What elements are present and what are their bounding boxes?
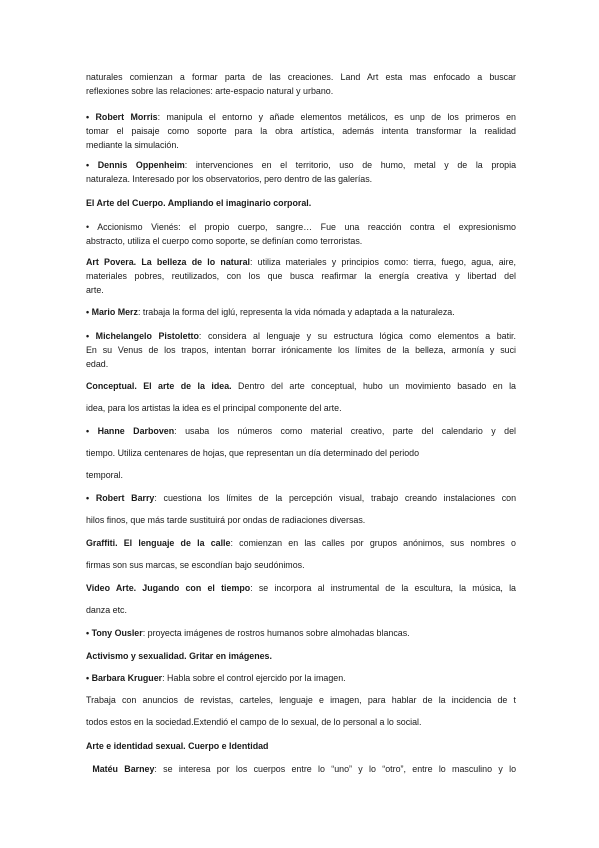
artist-name: • Robert Barry <box>86 493 155 503</box>
text-fragment: : Habla sobre el control ejercido por la imagen. <box>162 673 346 683</box>
text-line: Trabaja con anuncios de revistas, carteles, lenguaje e imagen, para hablar de la incidencia de t <box>86 695 516 705</box>
text-line: mediante la simulación. <box>86 140 179 150</box>
paragraph-robert-morris <box>86 110 516 152</box>
section-heading-arte-del-cuerpo <box>86 196 516 210</box>
paragraph-mario-merz <box>86 305 516 319</box>
text-line: naturales comienzan a formar parta de las creaciones. Land Art esta mas enfocado a buscar <box>86 72 516 82</box>
paragraph-video-arte <box>86 581 516 617</box>
text-line: hilos finos, que más tarde sustituirá por ondas de radiaciones diversas. <box>86 515 366 525</box>
text-fragment: : utiliza materiales y principios como: tierra, fuego, agua, aire, <box>250 257 516 267</box>
text-line <box>86 305 516 319</box>
paragraph-graffiti <box>86 536 516 572</box>
artist-name: Matéu Barney <box>86 764 155 774</box>
section-heading-arte-identidad <box>86 739 516 753</box>
paragraph-mateu-barney <box>86 762 516 776</box>
artist-name: • Michelangelo Pistoletto <box>86 331 199 341</box>
text-fragment: : cuestiona los límites de la percepción visual, trabajo creando instalaciones con <box>154 493 517 503</box>
paragraph-art-povera <box>86 255 516 297</box>
text-line: todos estos en la sociedad.Extendió el campo de lo sexual, de lo personal a lo social. <box>86 717 422 727</box>
text-fragment: : considera al lenguaje y su estructura lógica como elementos a batir. <box>198 331 516 341</box>
text-line: firmas son sus marcas, se escondían bajo seudónimos. <box>86 560 305 570</box>
paragraph-hanne-darboven <box>86 424 516 482</box>
text-line <box>86 626 516 640</box>
text-line <box>86 581 516 595</box>
text-fragment: : proyecta imágenes de rostros humanos sobre almohadas blancas. <box>142 628 410 638</box>
text-line <box>86 255 516 269</box>
section-heading: Activismo y sexualidad. Gritar en imágenes. <box>86 651 272 661</box>
section-heading: El Arte del Cuerpo. Ampliando el imaginario corporal. <box>86 198 312 208</box>
text-line: En su Venus de los trapos, intentan borrar irónicamente los límites de la belleza, armonía y suci <box>86 345 516 355</box>
paragraph-tony-ousler <box>86 626 516 640</box>
text-line: naturaleza. Interesado por los observatorios, pero dentro de las galerías. <box>86 174 373 184</box>
text-line: tomar el paisaje como soporte para la obra artística, además intenta transformar la realidad <box>86 126 516 136</box>
text-line: idea, para los artistas la idea es el principal componente del arte. <box>86 403 342 413</box>
paragraph-land-art <box>86 70 516 98</box>
text-line <box>86 536 516 550</box>
text-line <box>86 158 516 172</box>
text-line <box>86 329 516 343</box>
text-line: temporal. <box>86 470 123 480</box>
section-name: Art Povera. La belleza de lo natural <box>86 257 250 267</box>
section-name: Conceptual. El arte de la idea. <box>86 381 232 391</box>
text-fragment: : comienzan en las calles por grupos anónimos, sus nombres o <box>230 538 516 548</box>
text-line <box>86 379 516 393</box>
artist-name: • Hanne Darboven <box>86 426 175 436</box>
text-line: abstracto, utiliza el cuerpo como soporte, se definían como terroristas. <box>86 236 363 246</box>
text-line: materiales pobres, reutilizados, con los que busca reafirmar la energía creativa y libertad del <box>86 271 516 281</box>
paragraph-conceptual <box>86 379 516 415</box>
text-fragment: : usaba los números como material creativo, parte del calendario y del <box>174 426 516 436</box>
text-fragment: : se incorpora al instrumental de la escultura, la música, la <box>250 583 516 593</box>
text-line <box>86 110 516 124</box>
text-line <box>86 491 516 505</box>
section-heading: Arte e identidad sexual. Cuerpo e Identidad <box>86 741 269 751</box>
artist-name: • Tony Ousler <box>86 628 143 638</box>
paragraph-dennis-oppenheim <box>86 158 516 186</box>
artist-name: • Robert Morris <box>86 112 158 122</box>
section-heading-activismo <box>86 649 516 663</box>
text-line: reflexiones sobre las relaciones: arte-espacio natural y urbano. <box>86 86 334 96</box>
text-line <box>86 762 516 776</box>
paragraph-michelangelo-pistoletto <box>86 329 516 371</box>
paragraph-trabaja-anuncios <box>86 693 516 729</box>
text-fragment: : se interesa por los cuerpos entre lo “uno” y lo “otro”, entre lo masculino y lo <box>154 764 517 774</box>
text-fragment: Dentro del arte conceptual, hubo un movimiento basado en la <box>231 381 516 391</box>
text-fragment: : manipula el entorno y añade elementos metálicos, es unp de los primeros en <box>157 112 516 122</box>
text-line: arte. <box>86 285 104 295</box>
section-name: Video Arte. Jugando con el tiempo <box>86 583 251 593</box>
text-line: tiempo. Utiliza centenares de hojas, que representan un día determinado del periodo <box>86 448 420 458</box>
artist-name: • Dennis Oppenheim <box>86 160 185 170</box>
text-line: • Accionismo Vienés: el propio cuerpo, sangre… Fue una reacción contra el expresionismo <box>86 222 516 232</box>
text-line: edad. <box>86 359 109 369</box>
artist-name: • Barbara Kruguer <box>86 673 163 683</box>
paragraph-barbara-kruguer <box>86 671 516 685</box>
section-name: Graffiti. El lenguaje de la calle <box>86 538 231 548</box>
artist-name: • Mario Merz <box>86 307 138 317</box>
text-line <box>86 671 516 685</box>
text-line: danza etc. <box>86 605 127 615</box>
text-fragment: : intervenciones en el territorio, uso de humo, metal y de la propia <box>184 160 517 170</box>
text-fragment: : trabaja la forma del iglú, representa la vida nómada y adaptada a la naturaleza. <box>137 307 455 317</box>
paragraph-robert-barry <box>86 491 516 527</box>
text-line <box>86 424 516 438</box>
paragraph-accionismo-vienes <box>86 220 516 248</box>
